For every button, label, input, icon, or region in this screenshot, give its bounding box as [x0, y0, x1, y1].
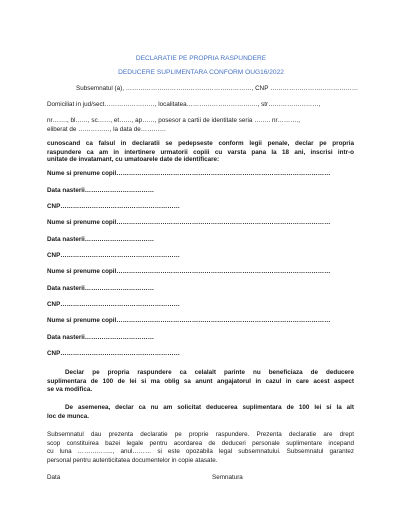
signature-label: Semnatura [212, 474, 243, 481]
statement-line: raspundere ca am in intertinere urmatorii copiii cu varsta pana la 18 ani, inscrisi intr-o [47, 148, 354, 156]
identity-line-address: Domiciliat in jud/sect……………………, localitatea……………………………., str……………………, [47, 101, 321, 108]
child-cnp-field: CNP………………………………………………… [47, 203, 180, 210]
declaration-line: Declar pe propria raspundere ca celalalt parinte nu beneficiaza de deducere [65, 369, 354, 376]
child-name-field: Nume si prenume copil………………………………………………………………………………………… [47, 268, 331, 275]
declaration-other-employer [47, 404, 354, 421]
declaration-line: loc de munca. [47, 412, 89, 420]
date-label: Data [47, 474, 61, 481]
declaration-other-parent [47, 369, 354, 395]
child-name-field: Nume si prenume copil………………………………………………………………………………………… [47, 170, 331, 177]
document-title: DECLARATIE PE PROPRIA RASPUNDERE [135, 55, 267, 62]
closing-line: personal pentru autenticitatea documentelor in copie atasate. [47, 456, 218, 464]
identity-line-name-cnp: Subsemnatul (a), ……………………………………………………, CNP …………………………………… [76, 85, 359, 92]
child-cnp-field: CNP………………………………………………… [47, 252, 180, 259]
closing-line: cu luna …………….., anul……… si este opozabila legal subsemnatului. Subsemnatul garantez [47, 448, 354, 456]
closing-line: Subsemnatul dau prezenta declaratie pe proprie raspundere. Prezenta declaratie are drept [47, 431, 354, 438]
declaration-line: suplimentara de 100 de lei si ma oblig sa anunt angajatorul in cazul in care acest aspect [47, 377, 354, 385]
child-cnp-field: CNP………………………………………………… [47, 301, 180, 308]
child-birthdate-field: Data nasterii…………………………… [47, 334, 155, 341]
statement-line: cunoscand ca falsul in declaratii se pedepseste conform legii penale, declar pe propria [47, 140, 354, 147]
child-cnp-field: CNP………………………………………………… [47, 350, 180, 357]
child-birthdate-field: Data nasterii…………………………… [47, 285, 155, 292]
identity-line-id-card: nr……., bl……, sc……, et……, ap……, posesor a cartii de identitate seria …….. nr………., [47, 117, 301, 124]
statement-paragraph [47, 140, 354, 157]
document-subtitle: DEDUCERE SUPLIMENTARA CONFORM OUG16/2022 [118, 69, 284, 76]
child-birthdate-field: Data nasterii…………………………… [47, 236, 155, 243]
declaration-line: De asemenea, declar ca nu am solicitat deducerea suplimentara de 100 lei si la alt [65, 404, 354, 411]
child-name-field: Nume si prenume copil………………………………………………………………………………………… [47, 219, 331, 226]
closing-paragraph [47, 431, 354, 465]
child-birthdate-field: Data nasterii…………………………… [47, 187, 155, 194]
child-name-field: Nume si prenume copil………………………………………………………………………………………… [47, 317, 331, 324]
statement-line: unitate de invatamant, cu umatoarele date de identificare: [47, 156, 220, 163]
identity-line-issued: eliberat de ……………, la data de………… [47, 126, 166, 133]
declaration-line: se va modifica. [47, 386, 93, 394]
closing-line: scop constituirea bazei legale pentru acordarea de deduceri personale suplimentare incepand [47, 439, 354, 447]
